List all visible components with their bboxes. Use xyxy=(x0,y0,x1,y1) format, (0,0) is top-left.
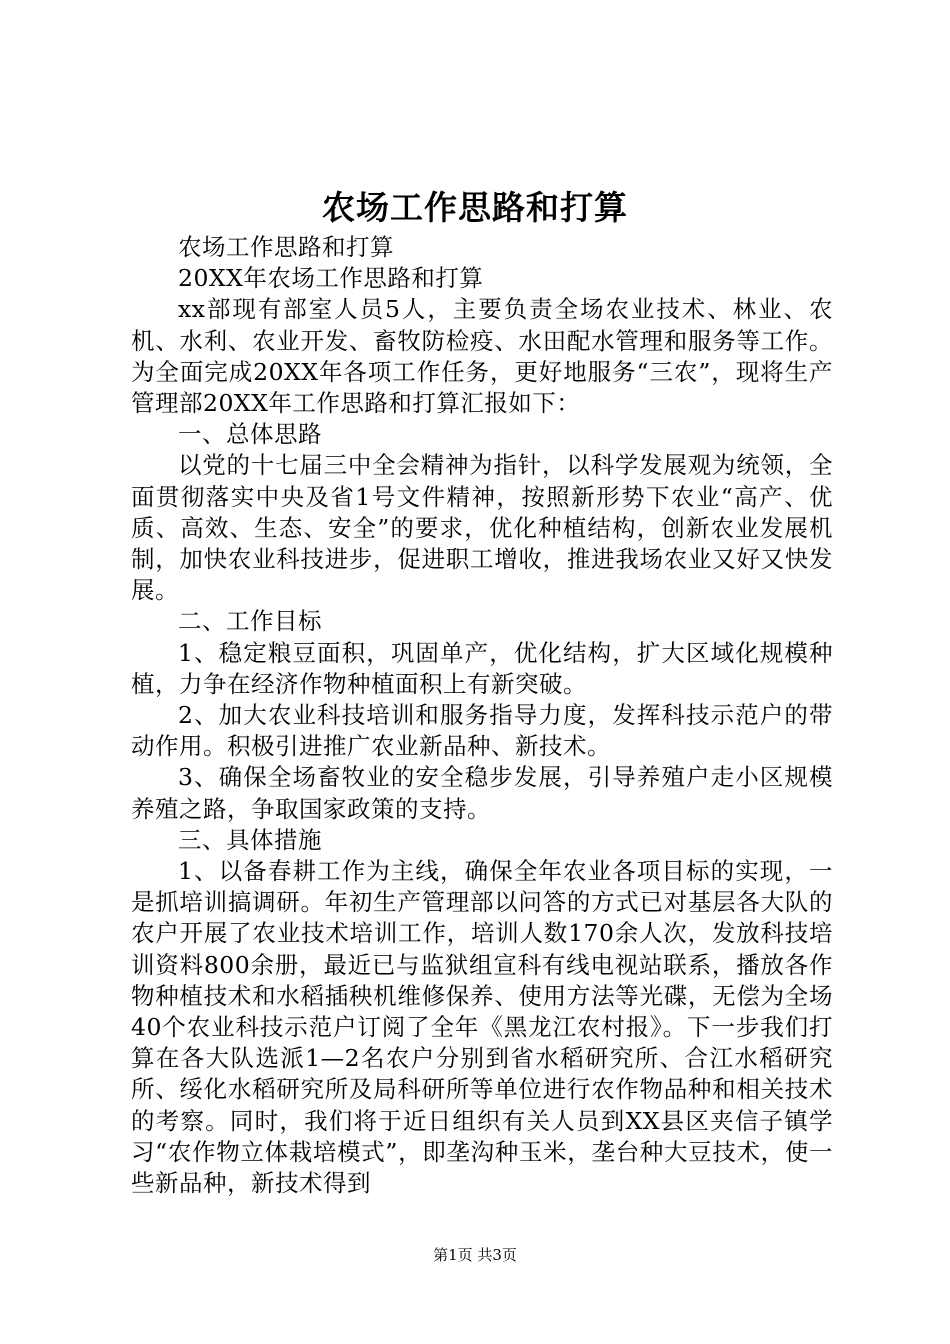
paragraph-goal-1: 1、稳定粮豆面积，巩固单产，优化结构，扩大区域化规模种植，力争在经济作物种植面积上有新突破。 xyxy=(131,638,833,698)
paragraph-year-title: 20XX年农场工作思路和打算 xyxy=(178,264,484,293)
paragraph-subtitle: 农场工作思路和打算 xyxy=(178,233,394,261)
paragraph-goal-3: 3、确保全场畜牧业的安全稳步发展，引导养殖户走小区规模养殖之路，争取国家政策的支持。 xyxy=(131,763,833,823)
paragraph-overall: 以党的十七届三中全会精神为指针，以科学发展观为统领，全面贯彻落实中央及省1号文件精神，按照新形势下农业“高产、优质、高效、生态、安全”的要求，优化种植结构，创新农业发展机制，加快农业科技进步，促进职工增收，推进我场农业又好又快发展。 xyxy=(131,451,833,605)
section-heading-measures: 三、具体措施 xyxy=(178,825,322,854)
document-title: 农场工作思路和打算 xyxy=(322,188,628,227)
paragraph-measure-1: 1、以备春耕工作为主线，确保全年农业各项目标的实现，一是抓培训搞调研。年初生产管理部以问答的方式已对基层各大队的农户开展了农业技术培训工作，培训人数170余人次，发放科技培训资料800余册，最近已与监狱组宣科有线电视站联系，播放各作物种植技术和水稻插秧机维修保养、使用方法等光碟，无偿为全场40个农业科技示范户订阅了全年《黑龙江农村报》。下一步我们打算在各大队选派1—2名农户分别到省水稻研究所、合江水稻研究所、绥化水稻研究所及局科研所等单位进行农作物品种和相关技术的考察。同时，我们将于近日组织有关人员到XX县区夹信子镇学习“农作物立体栽培模式”，即垄沟种玉米，垄台种大豆技术，使一些新品种，新技术得到 xyxy=(131,857,833,1198)
document-body xyxy=(131,232,833,1199)
paragraph-goal-2: 2、加大农业科技培训和服务指导力度，发挥科技示范户的带动作用。积极引进推广农业新品种、新技术。 xyxy=(131,701,833,761)
section-heading-overall: 一、总体思路 xyxy=(178,420,322,449)
paragraph-intro: xx部现有部室人员5人，主要负责全场农业技术、林业、农机、水利、农业开发、畜牧防检疫、水田配水管理和服务等工作。为全面完成20XX年各项工作任务，更好地服务“三农”，现将生产管理部20XX年工作思路和打算汇报如下： xyxy=(131,295,833,418)
page-footer: 第1页 共3页 xyxy=(433,1246,517,1264)
section-heading-goals: 二、工作目标 xyxy=(178,607,322,636)
